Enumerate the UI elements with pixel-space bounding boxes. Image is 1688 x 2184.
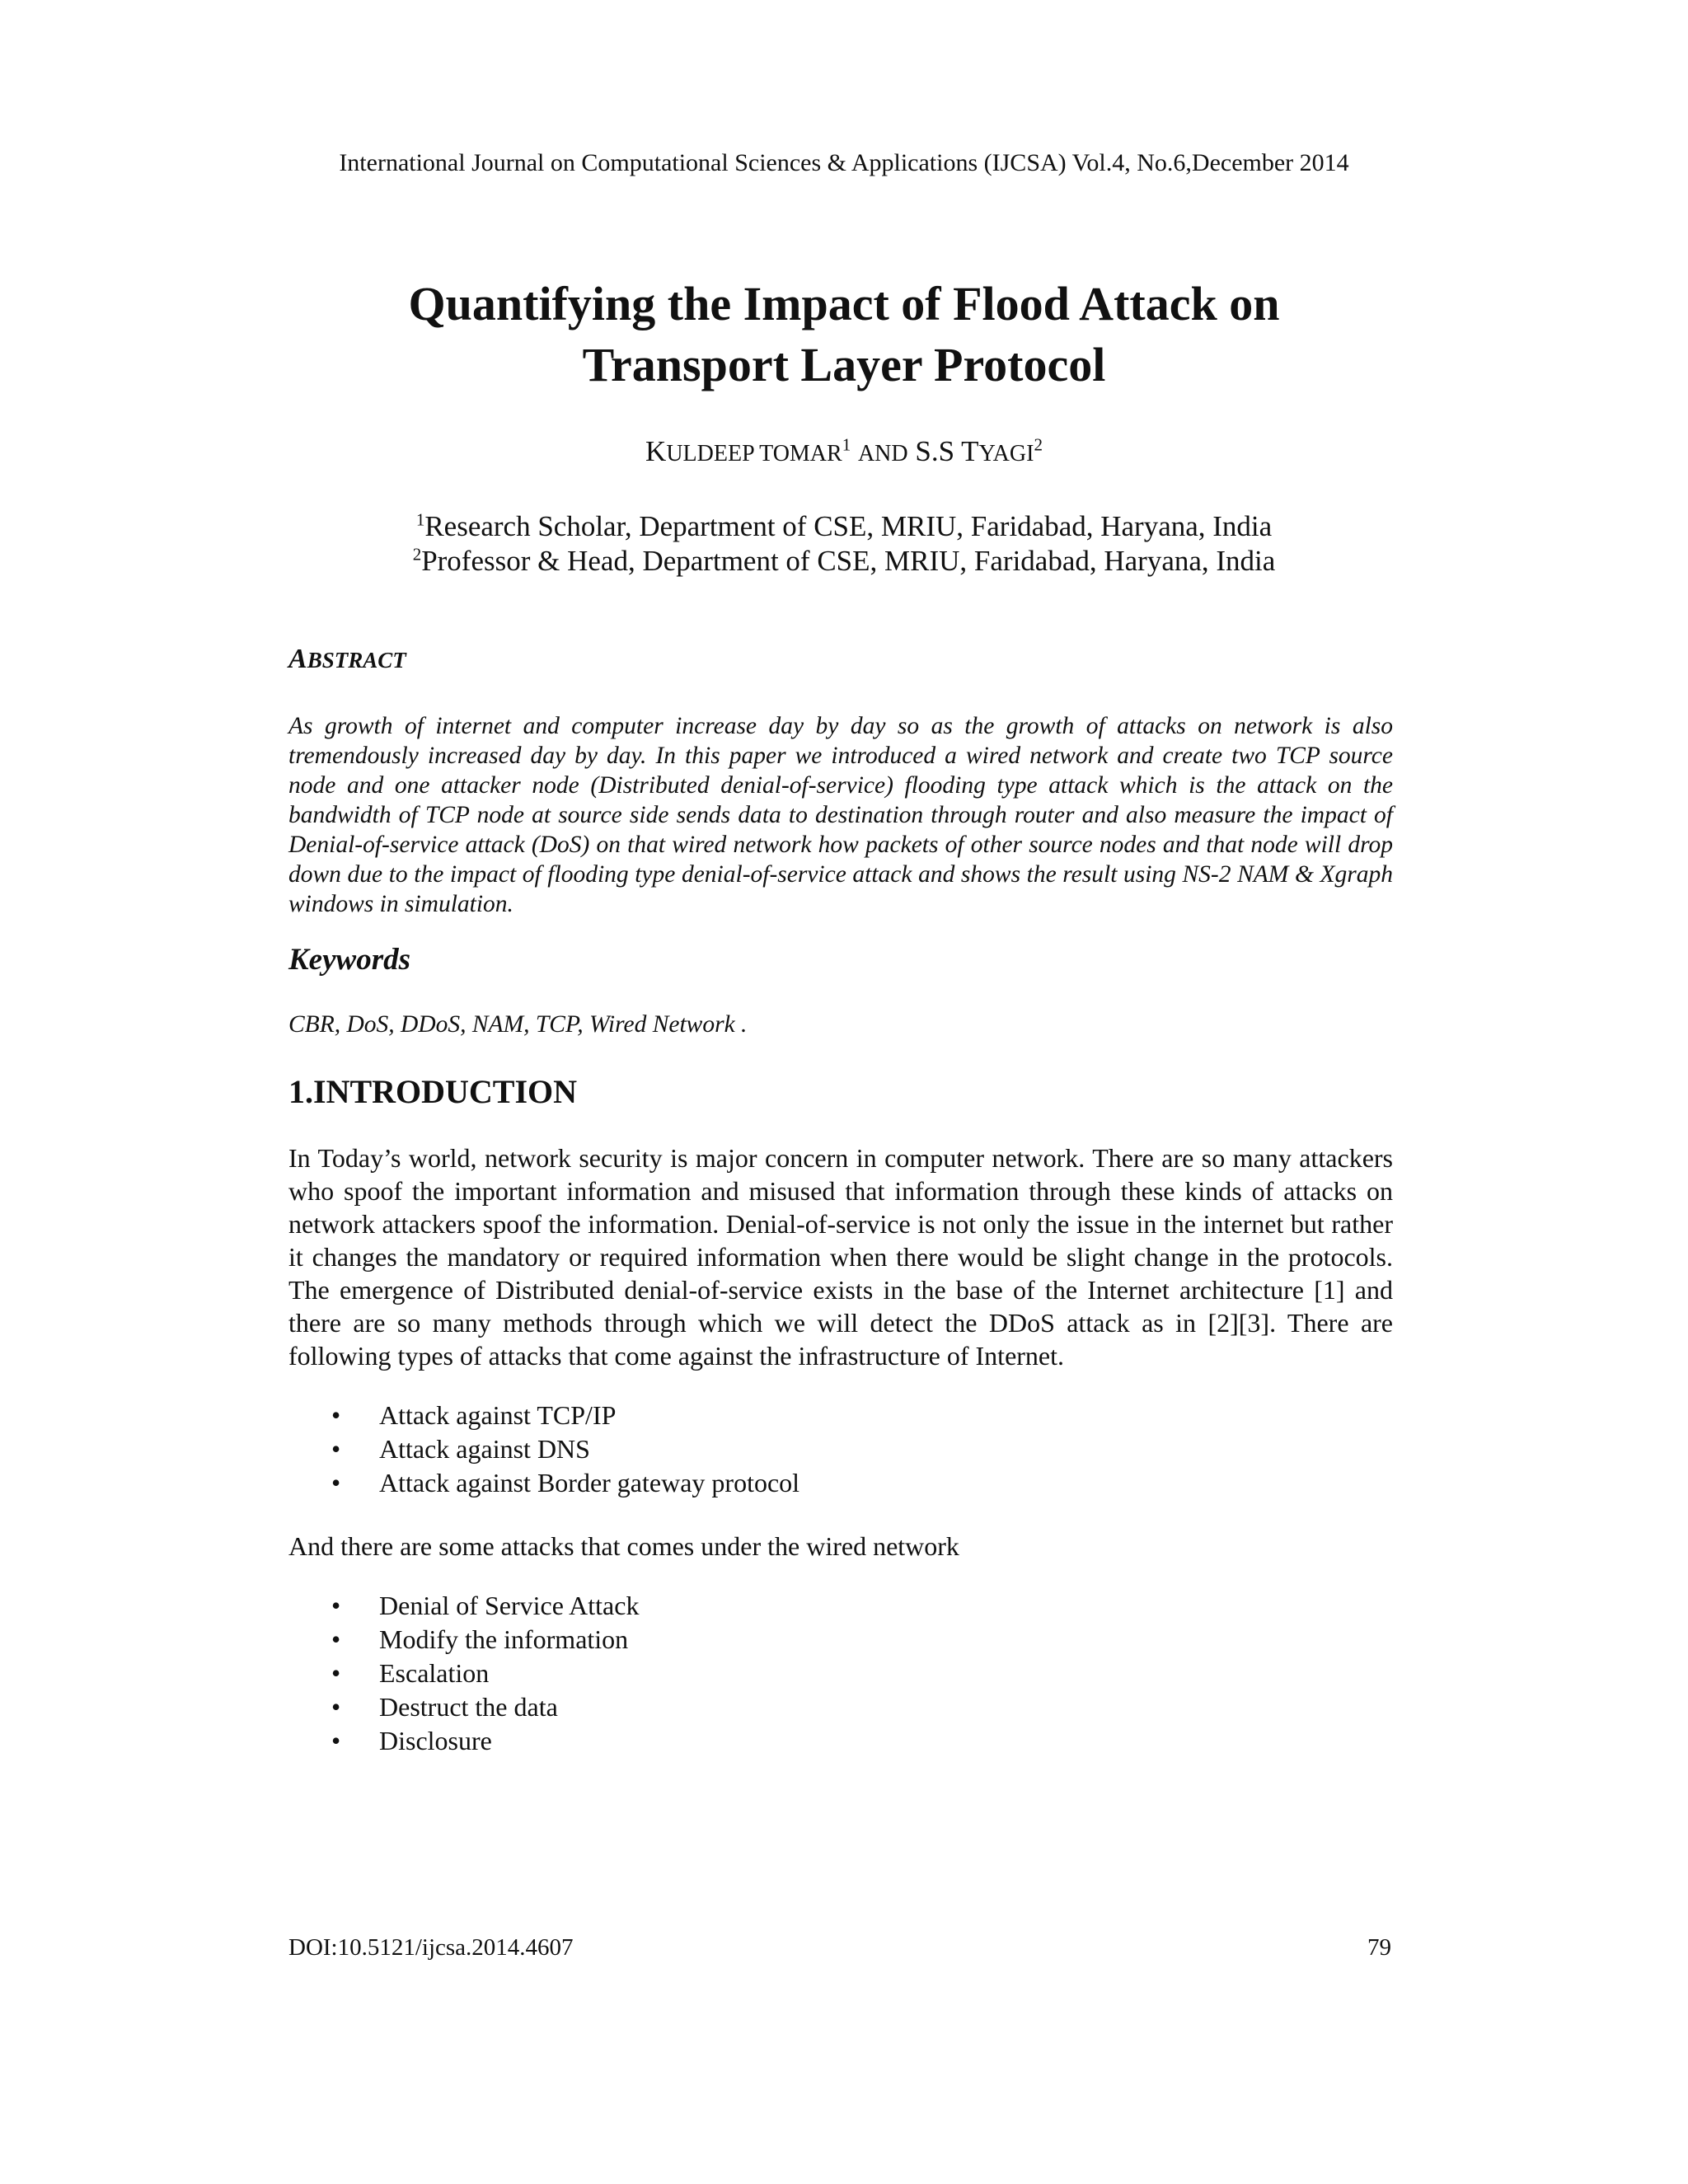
list-item: • Attack against DNS (288, 1432, 1393, 1466)
bullet-icon: • (331, 1434, 341, 1464)
bullet-icon: • (331, 1591, 341, 1620)
affiliation-1: $^1$Research Scholar, Department of CSE, MRIU, Faridabad, Haryana, India (415, 509, 1273, 542)
list-item: • Denial of Service Attack (288, 1589, 1393, 1623)
affiliation-2: $^2$Professor & Head, Department of CSE, MRIU, Faridabad, Haryana, India (412, 544, 1276, 577)
author-1-superscript: 1 (842, 434, 851, 455)
author-2-superscript: 2 (1034, 434, 1043, 455)
list-item: • Modify the information (288, 1623, 1393, 1657)
list-item: • Escalation (288, 1657, 1393, 1690)
bullet-icon: • (331, 1624, 341, 1654)
list-item: • Attack against TCP/IP (288, 1399, 1393, 1432)
paper-title (247, 274, 1441, 396)
affiliations (0, 509, 1688, 579)
bullet-icon: • (331, 1692, 341, 1722)
bullet-icon: • (331, 1658, 341, 1688)
footer-doi: DOI:10.5121/ijcsa.2014.4607 (288, 1934, 574, 1961)
keywords-text: CBR, DoS, DDoS, NAM, TCP, Wired Network . (288, 1011, 748, 1038)
author-conjunction: AND (857, 441, 908, 466)
title-line-1: Quantifying the Impact of Flood Attack on (408, 277, 1280, 330)
bullet-icon: • (331, 1468, 341, 1497)
wired-attacks-list (288, 1589, 1393, 1758)
keywords-heading: Keywords (288, 943, 410, 977)
list-item: • Disclosure (288, 1724, 1393, 1758)
page-number: 79 (1367, 1934, 1391, 1961)
main-content (288, 643, 1393, 1758)
introduction-heading: 1.INTRODUCTION (288, 1073, 578, 1110)
list-item: • Destruct the data (288, 1690, 1393, 1724)
author-line (0, 434, 1688, 472)
introduction-paragraph: In Today’s world, network security is major concern in computer network. There are so many attackers who spoof the important information and misused that information through these kinds of attacks on network attackers spoof the information. Denial-of-service is not only the issue in the internet but rather it changes the mandatory or required information when there would be slight change in the protocols. The emergence of Distributed denial-of-service exists in the base of the Internet architecture [1] and there are so many methods through which we will detect the DDoS attack as in [2][3]. There are following types of attacks that come against the infrastructure of Internet. (288, 1143, 1393, 1371)
author-1: KULDEEP TOMAR$^1$ (645, 434, 851, 467)
wired-attacks-paragraph: And there are some attacks that comes under the wired network (288, 1531, 959, 1561)
bullet-icon: • (331, 1400, 341, 1430)
attack-types-list (288, 1399, 1393, 1500)
author-2: S.S TYAGI$^2$ (915, 434, 1043, 467)
abstract-heading: ABSTRACT (288, 644, 406, 674)
bullet-icon: • (331, 1726, 341, 1755)
running-header: International Journal on Computational Sciences & Applications (IJCSA) Vol.4, No.6,December 2014 (339, 149, 1349, 176)
title-line-2: Transport Layer Protocol (582, 338, 1106, 391)
abstract-text: As growth of internet and computer increase day by day so as the growth of attacks on network is also tremendously increased day by day. In this paper we introduced a wired network and create two TCP source node and one attacker node (Distributed denial-of-service) flooding type attack which is the attack on the bandwidth of TCP node at source side sends data to destination through router and also measure the impact of Denial-of-service attack (DoS) on that wired network how packets of other source nodes and that node will drop down due to the impact of flooding type denial-of-service attack and shows the result using NS-2 NAM & Xgraph windows in simulation. (288, 713, 1393, 917)
list-item: • Attack against Border gateway protocol (288, 1466, 1393, 1500)
